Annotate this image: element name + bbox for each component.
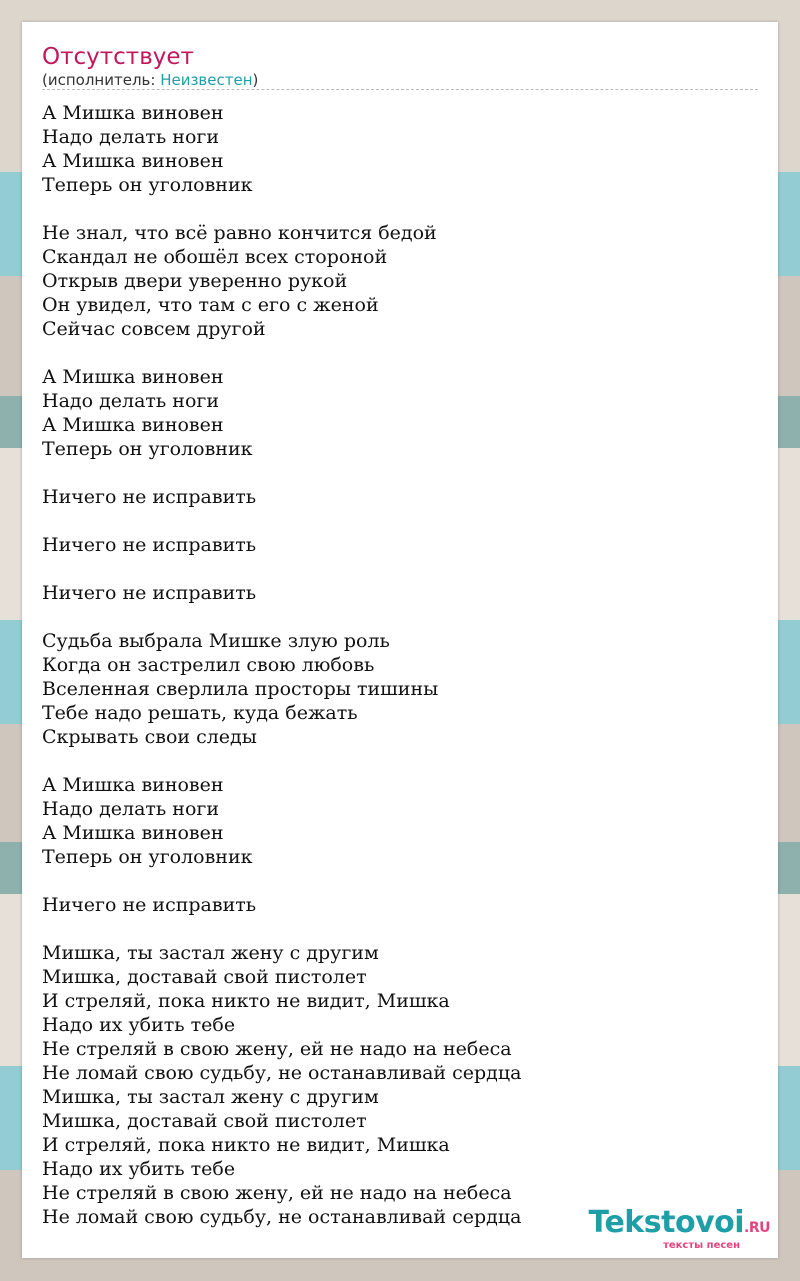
artist-line xyxy=(42,70,258,90)
logo-name: Tekstovoi xyxy=(588,1205,745,1240)
song-title: Отсутствует xyxy=(42,44,194,70)
artist-prefix: (исполнитель: xyxy=(42,71,161,89)
site-logo[interactable] xyxy=(588,1207,770,1252)
dashed-divider xyxy=(42,89,758,90)
artist-link[interactable]: Неизвестен xyxy=(160,71,253,89)
artist-suffix: ) xyxy=(252,71,259,89)
logo-wordmark xyxy=(588,1207,770,1244)
logo-tagline: тексты песен xyxy=(663,1240,740,1251)
lyrics-text: А Мишка виновен Надо делать ноги А Мишка виновен Теперь он уголовник Не знал, что всё равно кончится бедой Скандал не обошёл всех стороной Открыв двери уверенно рукой Он увидел, что там с его с женой Сейчас совсем другой А Мишка виновен Надо делать ноги А Мишка виновен Теперь он уголовник Ничего не исправить Ничего не исправить Ничего не исправить Судьба выбрала Мишке злую роль Когда он застрелил свою любовь Вселенная сверлила просторы тишины Тебе надо решать, куда бежать Скрывать свои следы А Мишка виновен Надо делать ноги А Мишка виновен Теперь он уголовник Ничего не исправить Мишка, ты застал жену с другим Мишка, доставай свой пистолет И стреляй, пока никто не видит, Мишка Надо их убить тебе Не стреляй в свою жену, ей не надо на небеса Не ломай свою судьбу, не останавливай сердца Мишка, ты застал жену с другим Мишка, доставай свой пистолет И стреляй, пока никто не видит, Мишка Надо их убить тебе Не стреляй в свою жену, ей не надо на небеса Не ломай свою судьбу, не останавливай сердца xyxy=(42,102,522,1228)
logo-domain: .RU xyxy=(744,1220,770,1236)
lyrics-card xyxy=(22,22,778,1258)
